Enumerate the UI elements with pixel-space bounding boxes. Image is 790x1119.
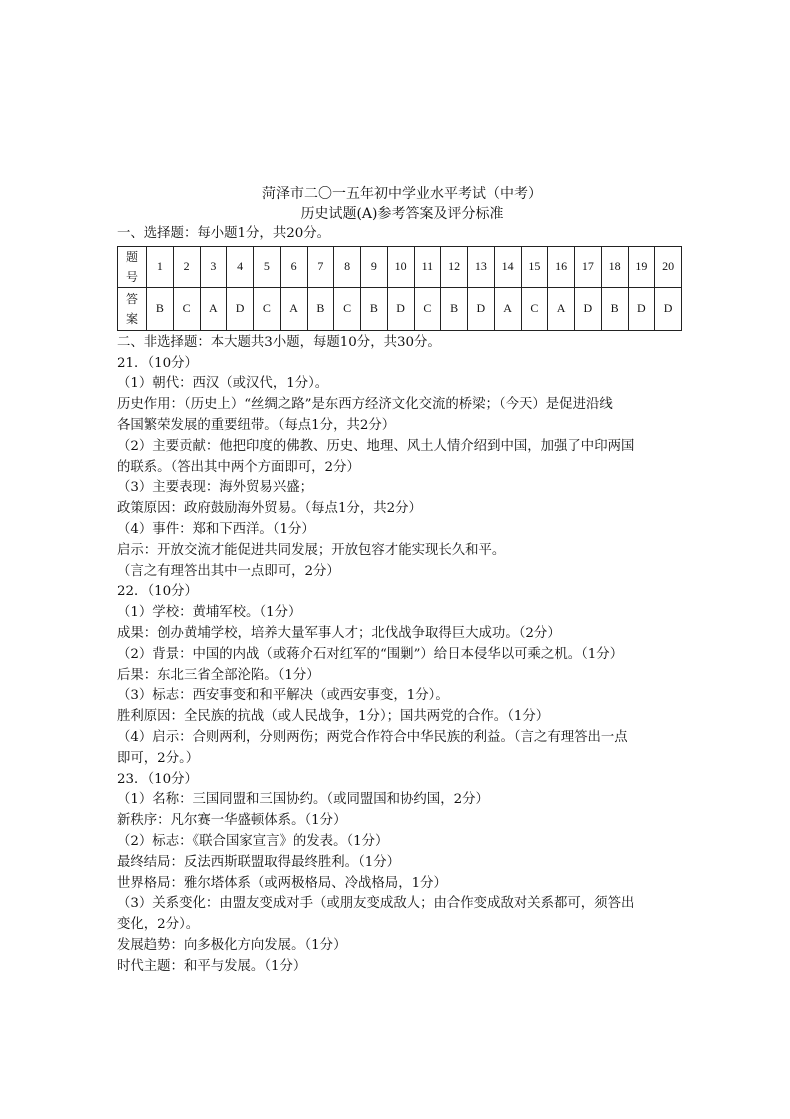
body-line: 时代主题：和平与发展。（1分） xyxy=(117,958,307,974)
document-subtitle: 历史试题(A)参考答案及评分标准 xyxy=(300,206,504,222)
question-number-header: 题 号 xyxy=(118,246,147,287)
body-line: 22．（10分） xyxy=(117,584,198,600)
answer-cell: D xyxy=(575,287,602,330)
answer-cell: C xyxy=(254,287,281,330)
question-number: 10 xyxy=(387,246,414,287)
answer-body xyxy=(117,354,687,978)
question-number: 1 xyxy=(147,246,174,287)
answer-table xyxy=(117,246,682,331)
document-title: 菏泽市二〇一五年初中学业水平考试（中考） xyxy=(262,186,542,202)
question-number: 15 xyxy=(521,246,548,287)
answer-row xyxy=(118,287,682,330)
body-line: 变化，2分）。 xyxy=(117,917,200,933)
question-number: 4 xyxy=(227,246,254,287)
body-line: 新秩序：凡尔赛一华盛顿体系。（1分） xyxy=(117,813,347,829)
answer-cell: A xyxy=(494,287,521,330)
body-line: 21．（10分） xyxy=(117,355,198,371)
question-number: 2 xyxy=(173,246,200,287)
body-line: 最终结局：反法西斯联盟取得最终胜利。（1分） xyxy=(117,854,401,870)
body-line: （1）学校：黄埔军校。（1分） xyxy=(117,605,302,621)
body-line: （4）事件：郑和下西洋。（1分） xyxy=(117,521,315,537)
body-line: 发展趋势：向多极化方向发展。（1分） xyxy=(117,937,347,953)
answer-cell: B xyxy=(601,287,628,330)
body-line: （2）标志：《联合国家宣言》的发表。（1分） xyxy=(117,833,389,849)
body-line: （1）朝代：西汉（或汉代，1分）。 xyxy=(117,376,329,392)
body-line: 政策原因：政府鼓励海外贸易。（每点1分，共2分） xyxy=(117,501,422,517)
answer-cell: C xyxy=(521,287,548,330)
answer-cell: B xyxy=(361,287,388,330)
body-line: 的联系。（答出其中两个方面即可，2分） xyxy=(117,459,360,475)
answer-cell: B xyxy=(441,287,468,330)
body-line: 后果：东北三省全部沦陷。（1分） xyxy=(117,667,320,683)
body-line: 历史作用：（历史上）“丝绸之路”是东西方经济文化交流的桥梁；（今天）是促进沿线 xyxy=(117,397,613,413)
body-line: （3）标志：西安事变和和平解决（或西安事变，1分）。 xyxy=(117,688,449,704)
body-line: 胜利原因：全民族的抗战（或人民战争，1分）；国共两党的合作。（1分） xyxy=(117,709,550,725)
body-line: 23．（10分） xyxy=(117,771,198,787)
answer-cell: B xyxy=(147,287,174,330)
question-number: 20 xyxy=(655,246,682,287)
answer-header: 答 案 xyxy=(118,287,147,330)
body-line: （3）关系变化：由盟友变成对手（或朋友变成敌人；由合作变成敌对关系都可，须答出 xyxy=(117,896,635,912)
answer-cell: C xyxy=(334,287,361,330)
question-number: 9 xyxy=(361,246,388,287)
question-number: 11 xyxy=(414,246,441,287)
question-number: 7 xyxy=(307,246,334,287)
question-number: 12 xyxy=(441,246,468,287)
question-number: 14 xyxy=(494,246,521,287)
body-line: （2）主要贡献：他把印度的佛教、历史、地理、风土人情介绍到中国，加强了中印两国 xyxy=(117,438,635,454)
body-line: 启示：开放交流才能促进共同发展；开放包容才能实现长久和平。 xyxy=(117,542,506,558)
question-number: 18 xyxy=(601,246,628,287)
section1-heading: 一、选择题：每小题1分，共20分。 xyxy=(117,226,331,241)
question-number: 16 xyxy=(548,246,575,287)
body-line: （言之有理答出其中一点即可，2分） xyxy=(117,563,340,579)
answer-cell: A xyxy=(280,287,307,330)
answer-cell: C xyxy=(414,287,441,330)
answer-cell: D xyxy=(468,287,495,330)
answer-cell: D xyxy=(227,287,254,330)
question-number: 8 xyxy=(334,246,361,287)
answer-cell: D xyxy=(387,287,414,330)
body-line: （2）背景：中国的内战（或蒋介石对红军的“围剿”）给日本侵华以可乘之机。（1分） xyxy=(117,646,624,662)
body-line: （3）主要表现：海外贸易兴盛； xyxy=(117,480,313,496)
answer-cell: D xyxy=(655,287,682,330)
question-number: 17 xyxy=(575,246,602,287)
question-number: 19 xyxy=(628,246,655,287)
section2-heading: 二、非选择题：本大题共3小题，每题10分，共30分。 xyxy=(117,334,441,350)
body-line: 成果：创办黄埔学校，培养大量军事人才；北伐战争取得巨大成功。（2分） xyxy=(117,625,561,641)
answer-cell: A xyxy=(200,287,227,330)
body-line: 世界格局：雅尔塔体系（或两极格局、冷战格局，1分） xyxy=(117,875,447,891)
question-number-row xyxy=(118,246,682,287)
body-line: （4）启示：合则两利，分则两伤；两党合作符合中华民族的利益。（言之有理答出一点 xyxy=(117,729,628,745)
body-line: （1）名称：三国同盟和三国协约。（或同盟国和协约国，2分） xyxy=(117,792,489,808)
question-number: 13 xyxy=(468,246,495,287)
question-number: 5 xyxy=(254,246,281,287)
question-number: 6 xyxy=(280,246,307,287)
answer-cell: B xyxy=(307,287,334,330)
body-line: 各国繁荣发展的重要纽带。（每点1分，共2分） xyxy=(117,417,396,433)
answer-sheet xyxy=(117,184,687,978)
body-line: 即可，2分。） xyxy=(117,750,200,766)
question-number: 3 xyxy=(200,246,227,287)
answer-cell: D xyxy=(628,287,655,330)
answer-cell: C xyxy=(173,287,200,330)
answer-cell: A xyxy=(548,287,575,330)
